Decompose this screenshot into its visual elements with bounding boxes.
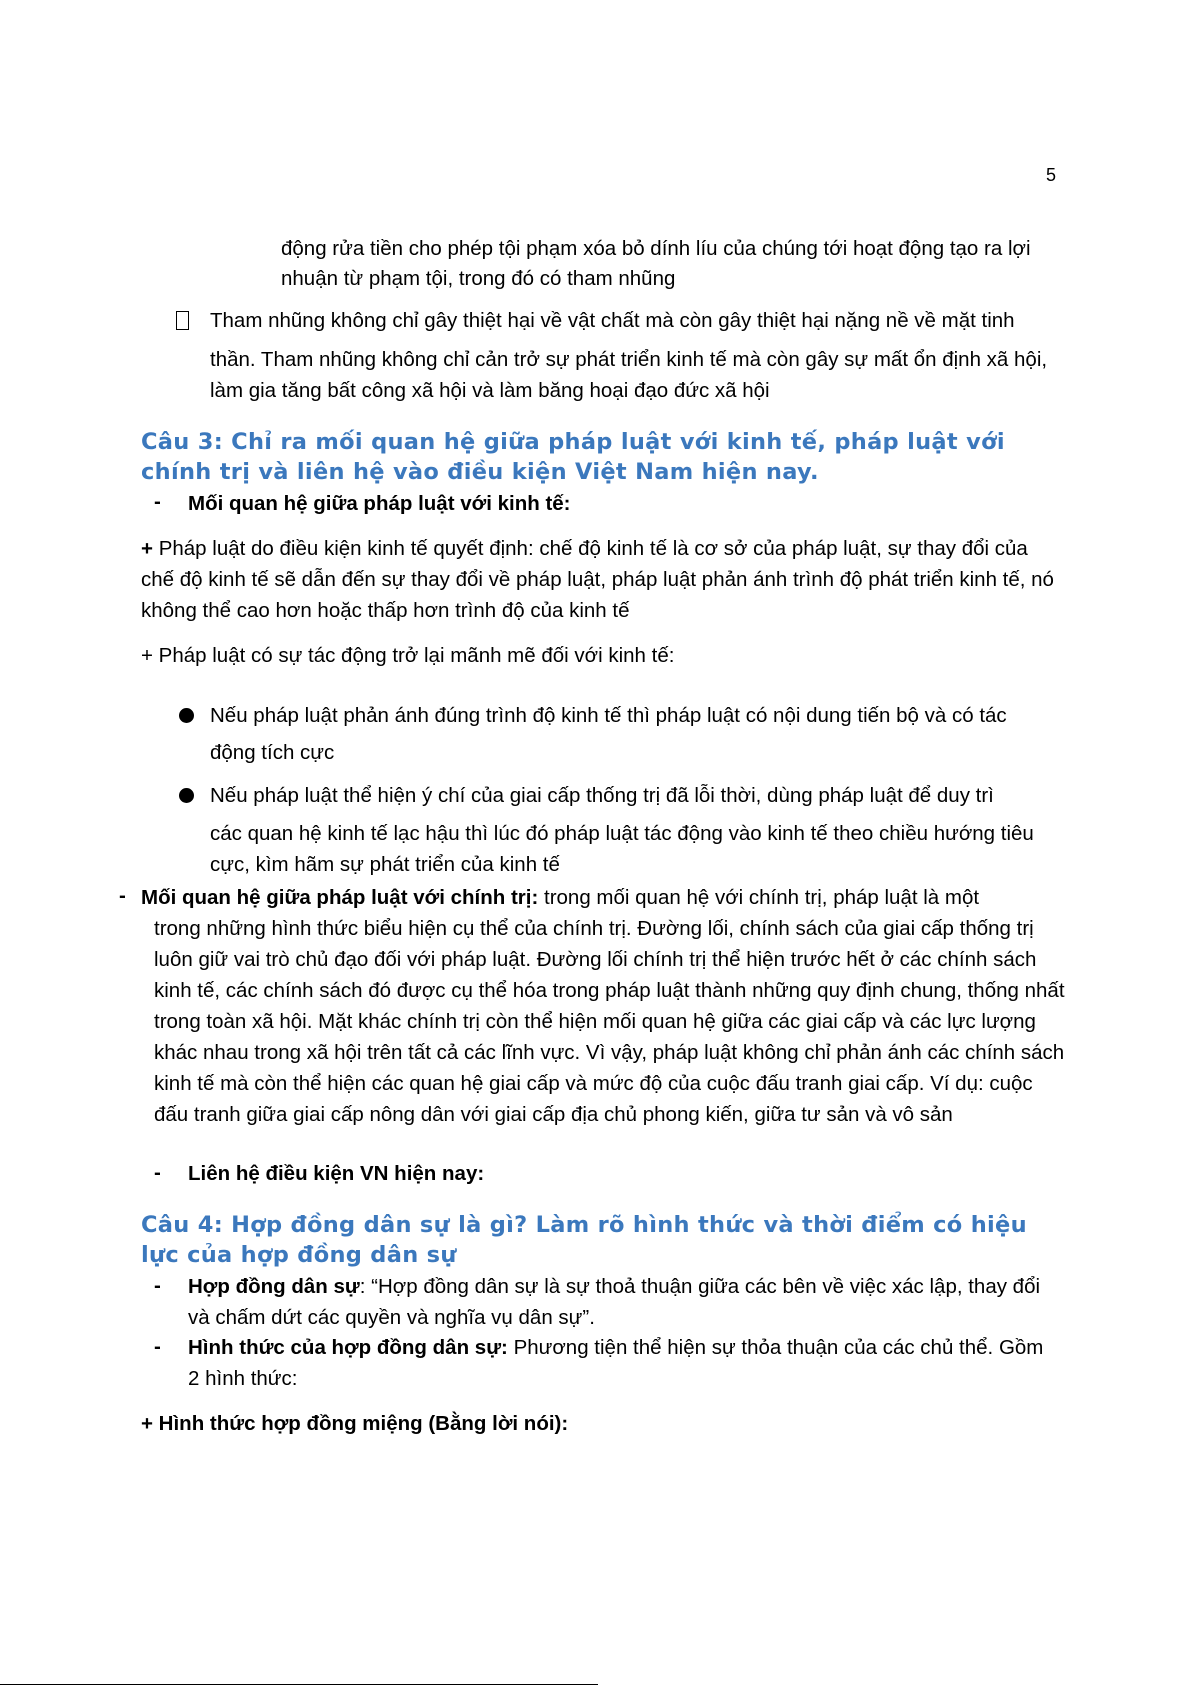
contract-form-title: Hình thức của hợp đồng dân sự: [188,1336,508,1359]
dash-bullet: - [119,884,126,907]
plus-marker: + [141,537,153,560]
politics-relation-text: trong những hình thức biểu hiện cụ thể của chính trị. Đường lối, chính sách của giai cấp thống trị luôn giữ vai trò chủ đạo đối với pháp luật. Đường lối chính trị thể hiện trước hết ở các chính sách kinh tế, các chính sách đó được cụ thể hóa trong pháp luật thành những quy định chung, thống nhất trong toàn xã hội. Mặt khác chính trị còn thể hiện mối quan hệ giữa các giai cấp và các lực lượng khác nhau trong xã hội trên tất cả các lĩnh vực. Vì vậy, pháp luật không chỉ phản ánh các chính sách kinh tế mà còn thể hiện các quan hệ giai cấp và mức độ của cuộc đấu tranh giai cấp. Ví dụ: cuộc đấu tranh giữa giai cấp nông dân với giai cấp địa chủ phong kiến, giữa tư sản và vô sản [154,917,1065,1126]
bullet-dot-icon [179,708,194,723]
contract-form [188,1332,1058,1394]
corruption-bullet-rest: thần. Tham nhũng không chỉ cản trở sự phát triển kinh tế mà còn gây sự mất ổn định xã hội, làm gia tăng bất công xã hội và làm băng hoại đạo đức xã hội [210,348,1048,402]
contract-definition-title: Hợp đồng dân sự [188,1275,360,1298]
contract-definition-text: : “Hợp đồng dân sự là sự thoả thuận giữa các bên về việc xác lập, thay đổi và chấm dứt các quyền và nghĩa vụ dân sự”. [188,1275,1041,1329]
econ-bullet-2-line1: Nếu pháp luật thể hiện ý chí của giai cấp thống trị đã lỗi thời, dùng pháp luật để duy trì [210,784,994,807]
dash-bullet: - [154,1161,161,1184]
econ-paragraph-1 [141,533,1066,626]
oral-contract-title: + Hình thức hợp đồng miệng (Bằng lời nói): [141,1412,569,1435]
politics-relation-first-text: trong mối quan hệ với chính trị, pháp luật là một [544,886,980,909]
econ-paragraph-2: + Pháp luật có sự tác động trở lại mãnh mẽ đối với kinh tế: [141,644,675,667]
bullet-dot-icon [179,788,194,803]
politics-relation-title: Mối quan hệ giữa pháp luật với chính trị: [141,886,539,909]
econ-bullet-2-rest: các quan hệ kinh tế lạc hậu thì lúc đó pháp luật tác động vào kinh tế theo chiều hướng tiêu cực, kìm hãm sự phát triển của kinh tế [210,822,1034,876]
dash-bullet: - [154,1274,161,1297]
question-4-heading: Câu 4: Hợp đồng dân sự là gì? Làm rõ hình thức và thời điểm có hiệu lực của hợp đồng dân sự [141,1212,1027,1268]
checkbox-bullet-icon [176,311,189,330]
econ-bullet-1-line2: động tích cực [210,741,335,764]
econ-relation-title: Mối quan hệ giữa pháp luật với kinh tế: [188,492,571,515]
dash-bullet: - [154,1335,161,1358]
politics-relation-first-line [141,882,1081,913]
dash-bullet: - [154,490,161,513]
vn-relation-title: Liên hệ điều kiện VN hiện nay: [188,1162,485,1185]
contract-form-text: Phương tiện thể hiện sự thỏa thuận của các chủ thể. Gồm 2 hình thức: [188,1336,1044,1390]
page-number: 5 [1045,165,1056,185]
corruption-bullet-line1: Tham nhũng không chỉ gây thiệt hại về vật chất mà còn gây thiệt hại nặng nề về mặt tinh [210,309,1015,332]
econ-paragraph-1-text: Pháp luật do điều kiện kinh tế quyết định: chế độ kinh tế là cơ sở của pháp luật, sự thay đổi của chế độ kinh tế sẽ dẫn đến sự thay đổi về pháp luật, pháp luật phản ánh trình độ phát triển kinh tế, nó không thể cao hơn hoặc thấp hơn trình độ của kinh tế [141,537,1054,622]
question-3-heading: Câu 3: Chỉ ra mối quan hệ giữa pháp luật với kinh tế, pháp luật với chính trị và liên hệ vào điều kiện Việt Nam hiện nay. [141,429,1005,485]
econ-bullet-1-line1: Nếu pháp luật phản ánh đúng trình độ kinh tế thì pháp luật có nội dung tiến bộ và có tác [210,704,1007,727]
continuation-paragraph: động rửa tiền cho phép tội phạm xóa bỏ dính líu của chúng tới hoạt động tạo ra lợi nhuận từ phạm tội, trong đó có tham nhũng [281,237,1031,290]
contract-definition [188,1271,1058,1333]
